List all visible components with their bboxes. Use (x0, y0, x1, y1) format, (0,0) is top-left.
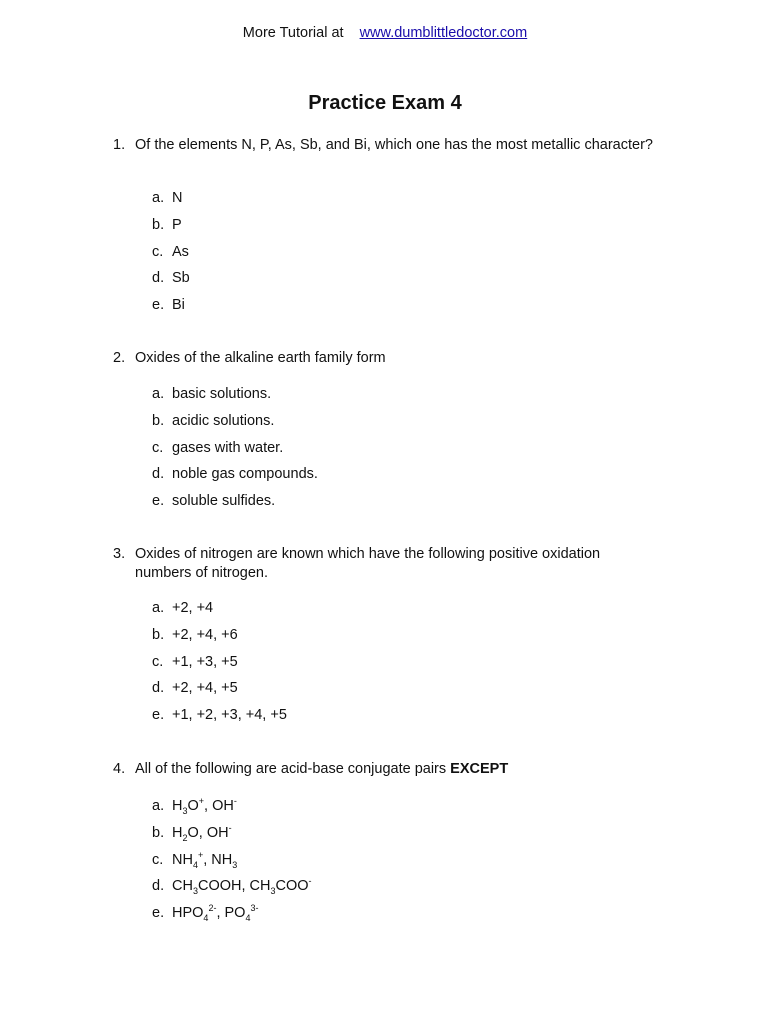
option-letter: c. (152, 851, 164, 868)
option-text: soluble sulfides. (172, 493, 276, 510)
option-text: basic solutions. (172, 386, 272, 402)
formula (172, 798, 237, 814)
formula-superscript: - (308, 876, 312, 887)
option (152, 679, 287, 706)
question-4 (113, 760, 653, 779)
formula-subscript: 4 (203, 913, 209, 924)
question-number: 4. (113, 761, 126, 777)
option-letter: a. (152, 190, 165, 206)
option-letter: b. (152, 824, 165, 841)
website-link[interactable]: www.dumblittledoctor.com (359, 25, 528, 41)
question-number: 3. (113, 546, 126, 562)
option-letter: d. (152, 466, 165, 483)
page-title: Practice Exam 4 (308, 92, 462, 114)
options-list-3 (152, 599, 287, 733)
formula-superscript: 2- (208, 903, 217, 914)
question-text-main: All of the following are acid-base conjugate pairs (135, 761, 447, 777)
formula-part: HPO (172, 905, 204, 922)
option (152, 877, 312, 904)
formula-subscript: 3 (182, 805, 188, 816)
formula (172, 822, 232, 843)
formula-part: O (187, 798, 199, 814)
formula-subscript: 3 (232, 859, 238, 870)
formula-subscript: 4 (192, 859, 198, 870)
options-list-1 (152, 189, 190, 323)
option-letter: b. (152, 626, 165, 643)
option-text: +2, +4, +6 (172, 626, 238, 643)
option (152, 706, 287, 733)
formula-part: CH (172, 878, 193, 895)
formula-part: O, OH (187, 824, 229, 841)
options-list-4 (152, 797, 312, 931)
option-letter: c. (152, 653, 164, 670)
header-prefix: More Tutorial at (242, 25, 344, 41)
option-text: Sb (172, 270, 190, 287)
option-letter: b. (152, 216, 165, 233)
formula (172, 903, 259, 924)
option-text: +2, +4 (172, 600, 214, 616)
option-letter: d. (152, 270, 165, 287)
option (152, 465, 318, 492)
question-number: 1. (113, 137, 126, 153)
option-letter: e. (152, 493, 165, 510)
formula-subscript: 3 (192, 886, 198, 897)
option (152, 296, 190, 323)
formula-part: NH (172, 851, 193, 868)
option (152, 412, 318, 439)
option-letter: b. (152, 412, 165, 429)
formula-part: H (172, 798, 183, 814)
header (0, 25, 770, 41)
option-text: +2, +4, +5 (172, 680, 238, 697)
option-letter: c. (152, 243, 164, 260)
option (152, 189, 190, 216)
formula-subscript: 2 (182, 832, 188, 843)
formula (172, 876, 312, 897)
option-text: acidic solutions. (172, 412, 275, 429)
question-text: Of the elements N, P, As, Sb, and Bi, which one has the most metallic character? (135, 137, 653, 153)
emphasis-except: EXCEPT (450, 761, 509, 777)
option-letter: d. (152, 878, 165, 895)
option-letter: e. (152, 297, 165, 314)
question-1 (113, 136, 653, 155)
option-text: N (172, 190, 183, 206)
formula-part: , OH (204, 798, 234, 814)
option (152, 385, 318, 412)
question-text: Oxides of nitrogen are known which have the following positive oxidation numbers of nitrogen. (135, 546, 601, 581)
option (152, 216, 190, 243)
question-3 (113, 545, 653, 583)
option (152, 243, 190, 270)
option-letter: a. (152, 798, 165, 814)
option (152, 269, 190, 296)
formula-part: H (172, 824, 183, 841)
formula-subscript: 3 (270, 886, 276, 897)
option (152, 626, 287, 653)
option (152, 851, 312, 878)
formula-superscript: 3- (250, 903, 259, 914)
question-number: 2. (113, 350, 126, 366)
formula (172, 849, 238, 870)
formula-superscript: - (228, 822, 232, 833)
formula-superscript: - (233, 796, 237, 807)
option (152, 439, 318, 466)
option-text: +1, +3, +5 (172, 653, 238, 670)
option-text: noble gas compounds. (172, 466, 318, 483)
option-text: +1, +2, +3, +4, +5 (172, 707, 287, 724)
formula-part: COOH, CH (197, 878, 271, 895)
option (152, 653, 287, 680)
formula-superscript: + (198, 796, 205, 807)
options-list-2 (152, 385, 318, 519)
option (152, 797, 312, 824)
option-letter: e. (152, 905, 165, 922)
option (152, 904, 312, 931)
option-text: As (172, 243, 189, 260)
option-text: gases with water. (172, 439, 284, 456)
formula-part: , PO (216, 905, 246, 922)
formula-subscript: 4 (245, 913, 251, 924)
option-letter: a. (152, 386, 165, 402)
option-text: Bi (172, 297, 185, 314)
option-text: P (172, 216, 182, 233)
formula-part: , NH (203, 851, 233, 868)
option-letter: d. (152, 680, 165, 697)
question-text (135, 760, 653, 779)
formula-superscript: + (197, 849, 204, 860)
option-letter: a. (152, 600, 165, 616)
formula-part: COO (275, 878, 309, 895)
question-2 (113, 349, 653, 368)
option-letter: e. (152, 707, 165, 724)
question-text: Oxides of the alkaline earth family form (135, 350, 386, 366)
option (152, 824, 312, 851)
option-letter: c. (152, 439, 164, 456)
option (152, 492, 318, 519)
option (152, 599, 287, 626)
